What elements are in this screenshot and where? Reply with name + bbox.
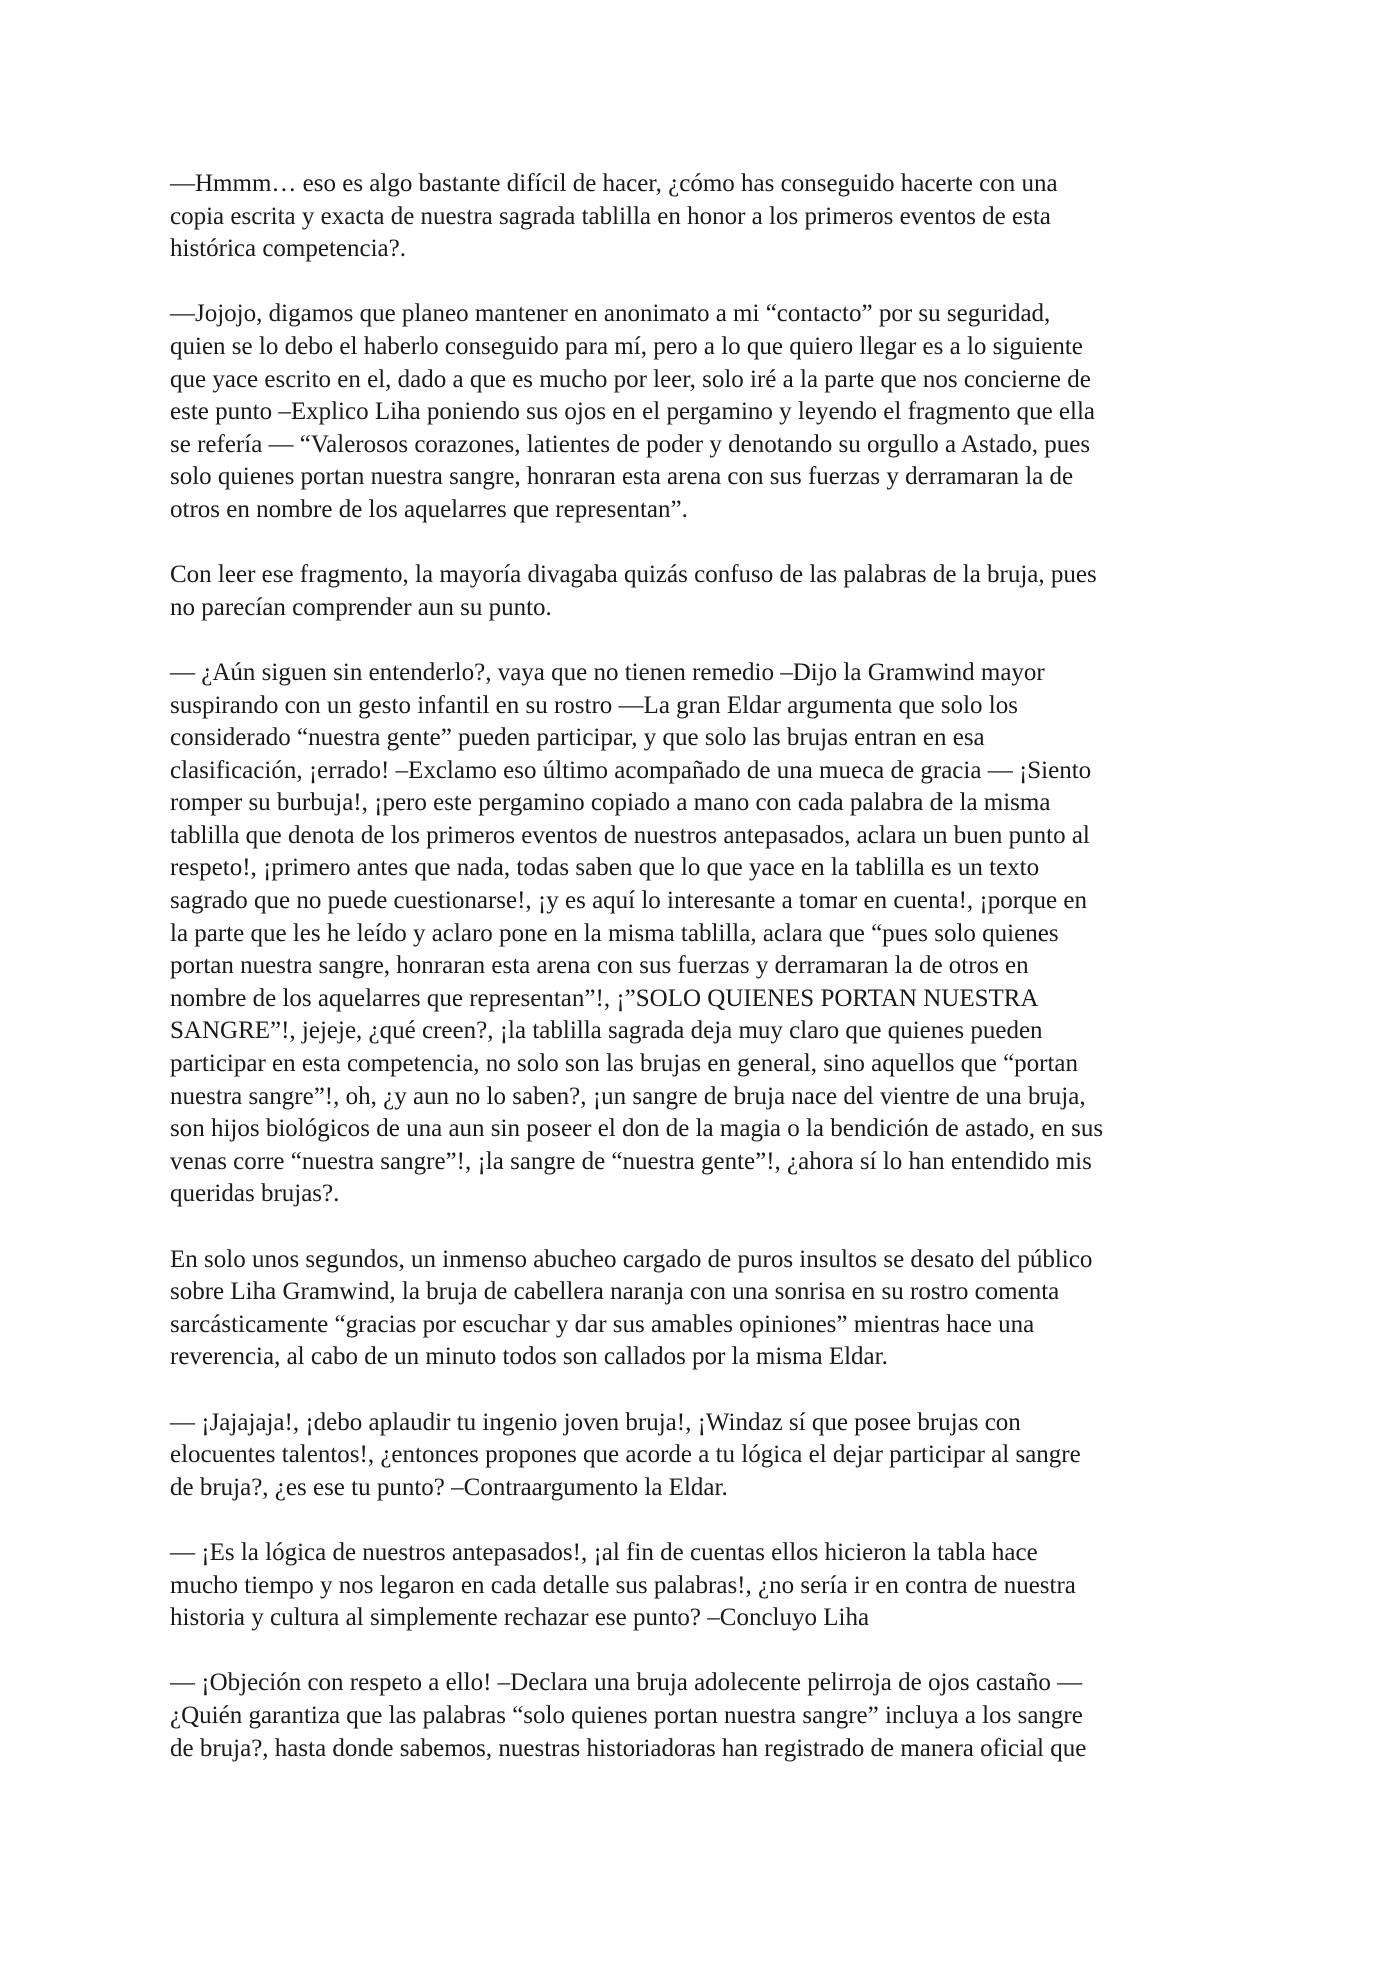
paragraph: Con leer ese fragmento, la mayoría divagaba quizás confuso de las palabras de la bruja, pues no parecían comprender aun su punto. <box>170 561 1097 621</box>
paragraph: — ¡Es la lógica de nuestros antepasados!, ¡al fin de cuentas ellos hicieron la tabla hace mucho tiempo y nos legaron en cada detalle sus palabras!, ¿no sería ir en contra de nuestra historia y cultura al simplemente rechazar ese punto? –Concluyo Liha <box>170 1538 1076 1632</box>
paragraph: En solo unos segundos, un inmenso abucheo cargado de puros insultos se desato del público sobre Liha Gramwind, la bruja de cabellera naranja con una sonrisa en su rostro comenta sarcásticamente “gracias por escuchar y dar sus amables opiniones” mientras hace una reverencia, al cabo de un minuto todos son callados por la misma Eldar. <box>170 1245 1093 1371</box>
paragraph: — ¡Objeción con respeto a ello! –Declara una bruja adolecente pelirroja de ojos castaño — ¿Quién garantiza que las palabras “solo quienes portan nuestra sangre” incluya a los sangre de bruja?, hasta donde sabemos, nuestras historiadoras han registrado de manera oficial que <box>170 1669 1087 1762</box>
paragraph: —Jojojo, digamos que planeo mantener en anonimato a mi “contacto” por su seguridad, quien se lo debo el haberlo conseguido para mí, pero a lo que quiero llegar es a lo siguiente que yace escrito en el, dado a que es mucho por leer, solo iré a la parte que nos concierne de este punto –Explico Liha poniendo sus ojos en el pergamino y leyendo el fragmento que ella se refería — “Valerosos corazones, latientes de poder y denotando su orgullo a Astado, pues solo quienes portan nuestra sangre, honraran esta arena con sus fuerzas y derramaran la de otros en nombre de los aquelarres que representan”. <box>170 300 1095 523</box>
document-body <box>170 168 1240 1765</box>
paragraph: — ¡Jajajaja!, ¡debo aplaudir tu ingenio joven bruja!, ¡Windaz sí que posee brujas con elocuentes talentos!, ¿entonces propones que acorde a tu lógica el dejar participar al sangre de bruja?, ¿es ese tu punto? –Contraargumento la Eldar. <box>170 1408 1081 1501</box>
paragraph: —Hmmm… eso es algo bastante difícil de hacer, ¿cómo has conseguido hacerte con una copia escrita y exacta de nuestra sagrada tablilla en honor a los primeros eventos de esta histórica competencia?. <box>170 170 1058 263</box>
paragraph: — ¿Aún siguen sin entenderlo?, vaya que no tienen remedio –Dijo la Gramwind mayor suspirando con un gesto infantil en su rostro —La gran Eldar argumenta que solo los considerado “nuestra gente” pueden participar, y que solo las brujas entran en esa clasificación, ¡errado! –Exclamo eso último acompañado de una mueca de gracia — ¡Siento romper su burbuja!, ¡pero este pergamino copiado a mano con cada palabra de la misma tablilla que denota de los primeros eventos de nuestros antepasados, aclara un buen punto al respeto!, ¡primero antes que nada, todas saben que lo que yace en la tablilla es un texto sagrado que no puede cuestionarse!, ¡y es aquí lo interesante a tomar en cuenta!, ¡porque en la parte que les he leído y aclaro pone en la misma tablilla, aclara que “pues solo quienes portan nuestra sangre, honraran esta arena con sus fuerzas y derramaran la de otros en nombre de los aquelarres que representan”!, ¡”SOLO QUIENES PORTAN NUESTRA SANGRE”!, jejeje, ¿qué creen?, ¡la tablilla sagrada deja muy claro que quienes pueden participar en esta competencia, no solo son las brujas en general, sino aquellos que “portan nuestra sangre”!, oh, ¿y aun no lo saben?, ¡un sangre de bruja nace del vientre de una bruja, son hijos biológicos de una aun sin poseer el don de la magia o la bendición de astado, en sus venas corre “nuestra sangre”!, ¡la sangre de “nuestra gente”!, ¿ahora sí lo han entendido mis queridas brujas?. <box>170 658 1104 1208</box>
